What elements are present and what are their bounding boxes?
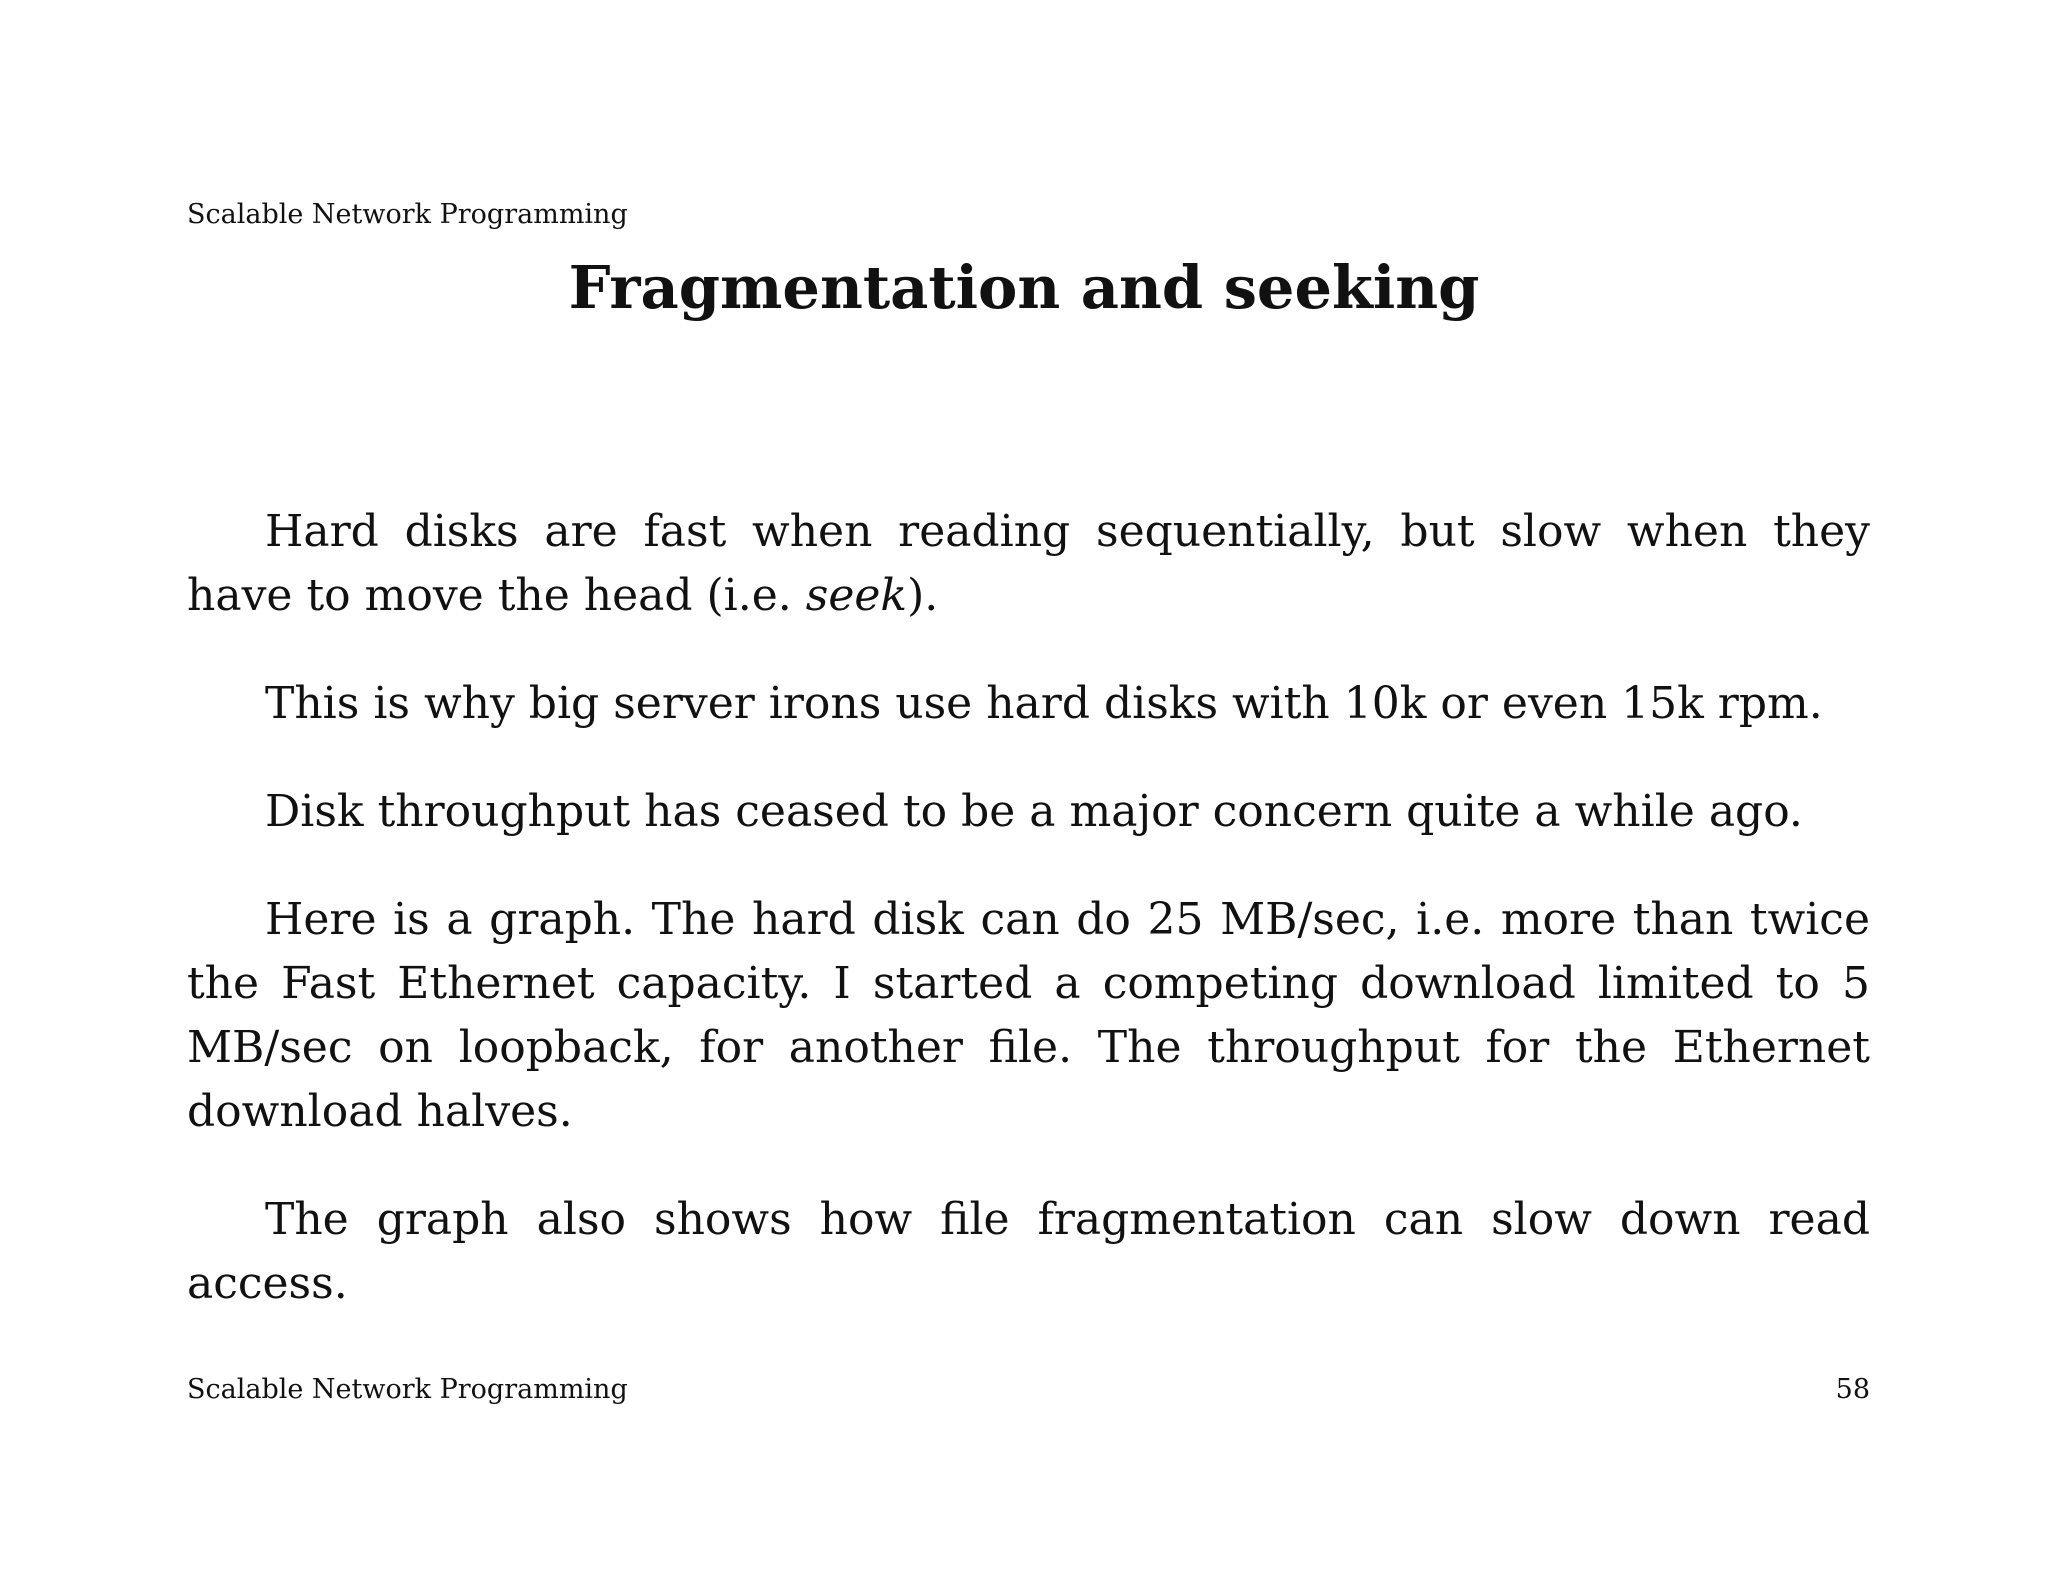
paragraph-seek-close: ). bbox=[907, 570, 939, 621]
paragraph-fragmentation: The graph also shows how file fragmentation can slow down read access. bbox=[187, 1194, 1870, 1309]
paragraph-seek bbox=[187, 500, 1870, 628]
page-number: 58 bbox=[1835, 1374, 1870, 1405]
seek-emphasis: seek bbox=[805, 570, 908, 621]
paragraph-throughput: Disk throughput has ceased to be a major concern quite a while ago. bbox=[265, 786, 1803, 837]
running-footer: Scalable Network Programming bbox=[187, 1374, 628, 1405]
body-text bbox=[187, 500, 1870, 1360]
page-title: Fragmentation and seeking bbox=[568, 253, 1480, 322]
paragraph-seek-text: Hard disks are fast when reading sequentially, but slow when they have to move the head (i.e. bbox=[187, 506, 1870, 621]
paragraph-graph: Here is a graph. The hard disk can do 25 MB/sec, i.e. more than twice the Fast Ethernet capacity. I started a competing download limited to 5 MB/sec on loopback, for another file. The throughput for the Ethernet download halves. bbox=[187, 894, 1870, 1137]
running-header: Scalable Network Programming bbox=[187, 199, 628, 230]
paragraph-rpm: This is why big server irons use hard disks with 10k or even 15k rpm. bbox=[265, 678, 1823, 729]
